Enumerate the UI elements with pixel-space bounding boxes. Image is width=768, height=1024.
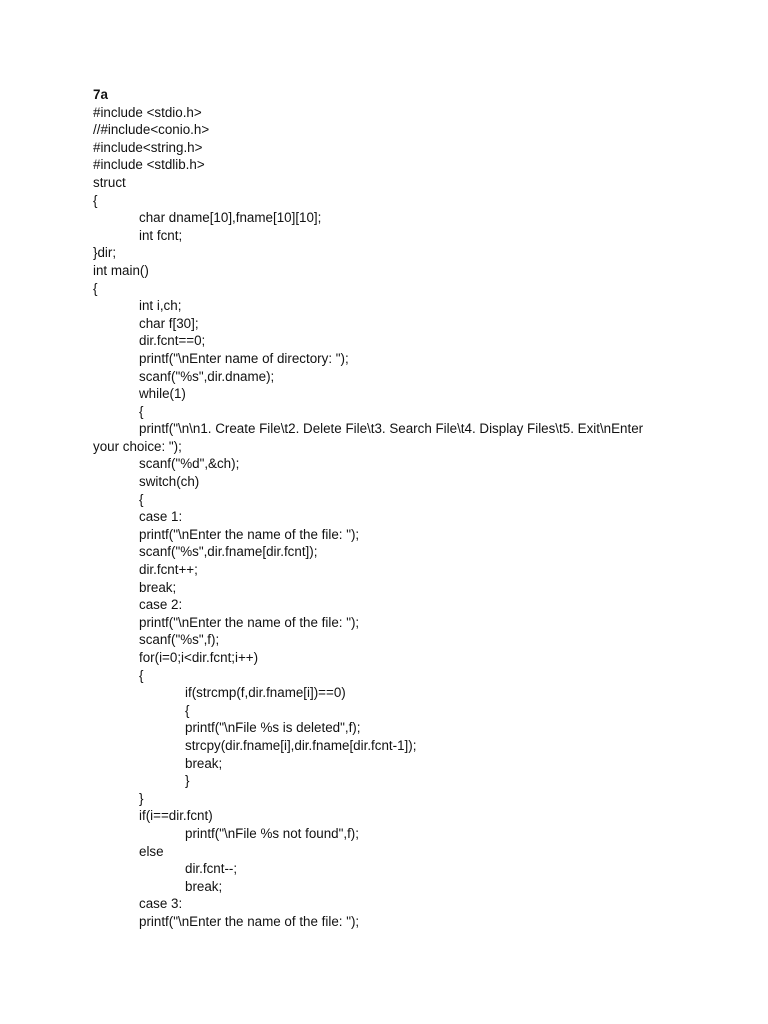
code-line: int i,ch; xyxy=(139,298,182,314)
code-line: { xyxy=(93,280,98,296)
code-line: scanf("%s",dir.fname[dir.fcnt]); xyxy=(139,544,318,560)
code-line: printf("\nEnter the name of the file: "); xyxy=(139,614,360,630)
code-line: break; xyxy=(185,878,223,894)
code-line: case 2: xyxy=(139,597,183,613)
code-line: //#include<conio.h> xyxy=(93,122,210,138)
code-line: { xyxy=(139,491,144,507)
code-line: scanf("%s",f); xyxy=(139,632,220,648)
code-line: struct xyxy=(93,174,126,190)
code-line: case 3: xyxy=(139,896,183,912)
code-line: { xyxy=(185,702,190,718)
code-line: }dir; xyxy=(93,245,117,261)
code-listing xyxy=(93,86,753,931)
code-line: dir.fcnt==0; xyxy=(139,333,206,349)
code-line: } xyxy=(185,773,190,789)
code-line: if(i==dir.fcnt) xyxy=(139,808,213,824)
section-heading: 7a xyxy=(93,87,108,102)
code-line: printf("\n\n1. Create File\t2. Delete File\t3. Search File\t4. Display Files\t5. Exit\nEnter xyxy=(139,421,644,437)
code-line: printf("\nEnter name of directory: "); xyxy=(139,350,349,366)
code-line: scanf("%d",&ch); xyxy=(139,456,240,472)
code-line: { xyxy=(139,667,144,683)
code-line: dir.fcnt++; xyxy=(139,562,198,578)
code-line: #include<string.h> xyxy=(93,139,203,155)
code-line: printf("\nEnter the name of the file: "); xyxy=(139,526,360,542)
code-line: your choice: "); xyxy=(93,438,182,454)
code-line: } xyxy=(139,790,144,806)
code-line: char dname[10],fname[10][10]; xyxy=(139,210,322,226)
code-line: printf("\nEnter the name of the file: "); xyxy=(139,913,360,929)
code-line: break; xyxy=(139,579,177,595)
code-line: else xyxy=(139,843,164,859)
code-line: { xyxy=(93,192,98,208)
code-line: #include <stdio.h> xyxy=(93,104,202,120)
code-line: { xyxy=(139,403,144,419)
code-line: switch(ch) xyxy=(139,474,200,490)
code-line: strcpy(dir.fname[i],dir.fname[dir.fcnt-1]); xyxy=(185,737,417,753)
code-line: if(strcmp(f,dir.fname[i])==0) xyxy=(185,685,346,701)
code-line: scanf("%s",dir.dname); xyxy=(139,368,275,384)
code-line: printf("\nFile %s is deleted",f); xyxy=(185,720,361,736)
code-line: while(1) xyxy=(139,386,186,402)
code-line: #include <stdlib.h> xyxy=(93,157,205,173)
code-line: break; xyxy=(185,755,223,771)
code-line: int main() xyxy=(93,262,149,278)
code-line: char f[30]; xyxy=(139,315,199,331)
code-line: dir.fcnt--; xyxy=(185,861,238,877)
code-line: for(i=0;i<dir.fcnt;i++) xyxy=(139,650,259,665)
code-line: case 1: xyxy=(139,509,183,525)
code-line: int fcnt; xyxy=(139,227,183,243)
code-line: printf("\nFile %s not found",f); xyxy=(185,825,359,841)
